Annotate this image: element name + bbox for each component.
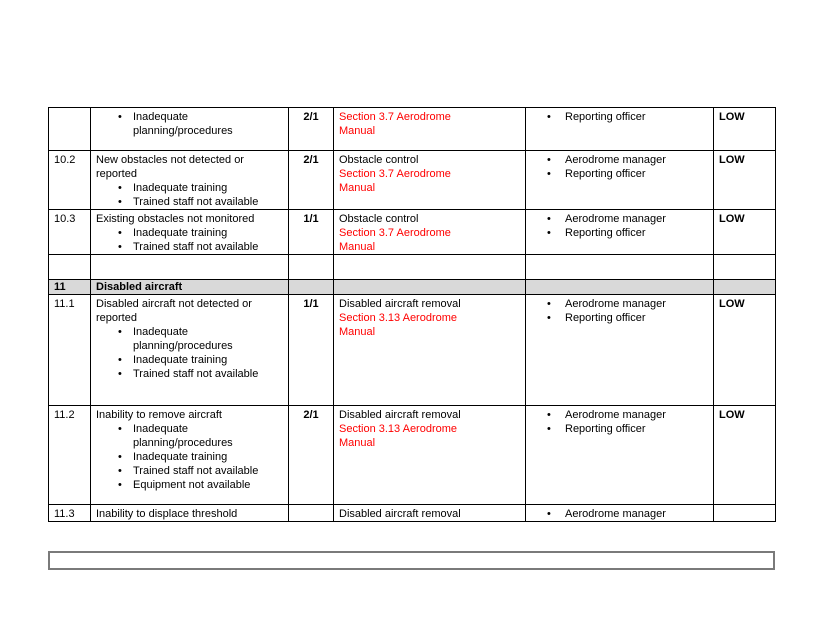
cell-responsibility (526, 255, 714, 280)
cell-severity (714, 505, 776, 522)
list-item (96, 240, 283, 254)
control-reference-text: Section 3.7 Aerodrome (339, 111, 451, 123)
section-responsibility-cell (526, 280, 714, 295)
section-ref: 11 (49, 280, 91, 295)
cell-severity: LOW (714, 108, 776, 151)
hazard-text: Inability to displace threshold (96, 508, 238, 520)
cell-ref: 11.2 (49, 406, 91, 505)
list-item (531, 110, 708, 124)
cell-control (334, 255, 526, 280)
list-item-label: Inadequate training (133, 182, 228, 194)
list-item-label: Trained staff not available (133, 368, 259, 380)
cell-risk-rating (289, 255, 334, 280)
bullet-icon: • (547, 168, 551, 180)
list-item (531, 297, 708, 311)
list-item-label: Trained staff not available (133, 241, 259, 253)
cell-hazard (91, 255, 289, 280)
control-reference-text: Section 3.13 Aerodrome (339, 312, 458, 324)
bullet-icon: • (118, 465, 122, 477)
cell-control (334, 210, 526, 255)
table-row (49, 108, 776, 151)
cell-risk-rating: 2/1 (289, 406, 334, 505)
cell-ref (49, 108, 91, 151)
cell-hazard (91, 108, 289, 151)
spacer-row (49, 255, 776, 280)
cell-responsibility (526, 406, 714, 505)
list-item (96, 195, 283, 209)
list-item (96, 464, 283, 478)
cell-ref: 11.3 (49, 505, 91, 522)
cell-risk-rating: 1/1 (289, 295, 334, 406)
cell-responsibility (526, 151, 714, 210)
cell-responsibility (526, 295, 714, 406)
cell-control (334, 108, 526, 151)
bullet-icon: • (118, 196, 122, 208)
list-item (96, 181, 283, 195)
list-item-label: Aerodrome manager (565, 298, 666, 310)
section-title: Disabled aircraft (91, 280, 289, 295)
list-item-label: Inadequate training (133, 354, 228, 366)
control-text: Obstacle control (339, 154, 419, 166)
cell-control (334, 406, 526, 505)
cell-responsibility (526, 210, 714, 255)
cell-severity: LOW (714, 406, 776, 505)
cell-ref: 10.3 (49, 210, 91, 255)
cell-control (334, 505, 526, 522)
list-item (531, 422, 708, 436)
list-item-label: Aerodrome manager (565, 154, 666, 166)
bullet-icon: • (118, 326, 122, 338)
list-item (96, 110, 283, 138)
bullet-icon: • (547, 154, 551, 166)
cell-control (334, 151, 526, 210)
list-item-label: Reporting officer (565, 312, 646, 324)
list-item (531, 311, 708, 325)
table-row (49, 151, 776, 210)
list-item-label: Equipment not available (133, 479, 251, 491)
control-reference-text: Manual (339, 182, 376, 194)
cell-responsibility (526, 108, 714, 151)
bullet-icon: • (118, 451, 122, 463)
list-item-label: Inadequate planning/procedures (133, 111, 233, 137)
list-item-label: Trained staff not available (133, 465, 259, 477)
risk-table (48, 107, 776, 522)
hazard-text: New obstacles not detected or reported (96, 154, 244, 180)
cell-severity (714, 255, 776, 280)
cell-hazard (91, 151, 289, 210)
bullet-icon: • (118, 354, 122, 366)
list-item-label: Inadequate planning/procedures (133, 423, 233, 449)
control-reference-text: Manual (339, 125, 376, 137)
list-item-label: Inadequate planning/procedures (133, 326, 233, 352)
hazard-text: Disabled aircraft not detected or reported (96, 298, 252, 324)
section-rating-cell (714, 280, 776, 295)
cell-risk-rating: 1/1 (289, 210, 334, 255)
list-item (96, 450, 283, 464)
list-item (96, 226, 283, 240)
bullet-icon: • (118, 368, 122, 380)
control-text: Obstacle control (339, 213, 419, 225)
control-reference-text: Manual (339, 437, 376, 449)
cell-risk-rating (289, 505, 334, 522)
bullet-icon: • (547, 298, 551, 310)
bullet-icon: • (547, 508, 551, 520)
cell-hazard (91, 406, 289, 505)
footer-box (48, 551, 775, 570)
cell-risk-rating: 2/1 (289, 108, 334, 151)
list-item-label: Reporting officer (565, 168, 646, 180)
control-reference-text: Manual (339, 241, 376, 253)
list-item (531, 408, 708, 422)
bullet-icon: • (118, 111, 122, 123)
list-item-label: Aerodrome manager (565, 508, 666, 520)
hazard-text: Existing obstacles not monitored (96, 213, 255, 225)
list-item-label: Inadequate training (133, 227, 228, 239)
bullet-icon: • (547, 312, 551, 324)
section-row (49, 280, 776, 295)
list-item (96, 367, 283, 381)
cell-severity: LOW (714, 151, 776, 210)
list-item-label: Reporting officer (565, 111, 646, 123)
list-item-label: Aerodrome manager (565, 409, 666, 421)
control-reference-text: Section 3.7 Aerodrome (339, 227, 451, 239)
cell-responsibility (526, 505, 714, 522)
list-item-label: Aerodrome manager (565, 213, 666, 225)
table-row (49, 406, 776, 505)
list-item (96, 353, 283, 367)
bullet-icon: • (547, 227, 551, 239)
list-item-label: Inadequate training (133, 451, 228, 463)
cell-severity: LOW (714, 295, 776, 406)
list-item (96, 422, 283, 450)
table-row (49, 295, 776, 406)
control-reference-text: Section 3.13 Aerodrome (339, 423, 458, 435)
section-risk-cell (289, 280, 334, 295)
section-control-cell (334, 280, 526, 295)
table-row (49, 210, 776, 255)
list-item (531, 507, 708, 521)
cell-risk-rating: 2/1 (289, 151, 334, 210)
bullet-icon: • (118, 241, 122, 253)
hazard-text: Inability to remove aircraft (96, 409, 222, 421)
bullet-icon: • (547, 423, 551, 435)
bullet-icon: • (118, 479, 122, 491)
cell-hazard (91, 210, 289, 255)
list-item (531, 212, 708, 226)
list-item (96, 478, 283, 492)
cell-severity: LOW (714, 210, 776, 255)
cell-hazard (91, 505, 289, 522)
control-text: Disabled aircraft removal (339, 508, 461, 520)
list-item (531, 153, 708, 167)
cell-ref: 10.2 (49, 151, 91, 210)
list-item-label: Trained staff not available (133, 196, 259, 208)
list-item (531, 226, 708, 240)
cell-control (334, 295, 526, 406)
cell-hazard (91, 295, 289, 406)
bullet-icon: • (118, 227, 122, 239)
control-text: Disabled aircraft removal (339, 298, 461, 310)
bullet-icon: • (118, 182, 122, 194)
list-item-label: Reporting officer (565, 227, 646, 239)
control-reference-text: Manual (339, 326, 376, 338)
cell-ref (49, 255, 91, 280)
control-text: Disabled aircraft removal (339, 409, 461, 421)
bullet-icon: • (547, 409, 551, 421)
bullet-icon: • (118, 423, 122, 435)
bullet-icon: • (547, 111, 551, 123)
cell-ref: 11.1 (49, 295, 91, 406)
list-item (531, 167, 708, 181)
table-row (49, 505, 776, 522)
list-item (96, 325, 283, 353)
list-item-label: Reporting officer (565, 423, 646, 435)
control-reference-text: Section 3.7 Aerodrome (339, 168, 451, 180)
bullet-icon: • (547, 213, 551, 225)
